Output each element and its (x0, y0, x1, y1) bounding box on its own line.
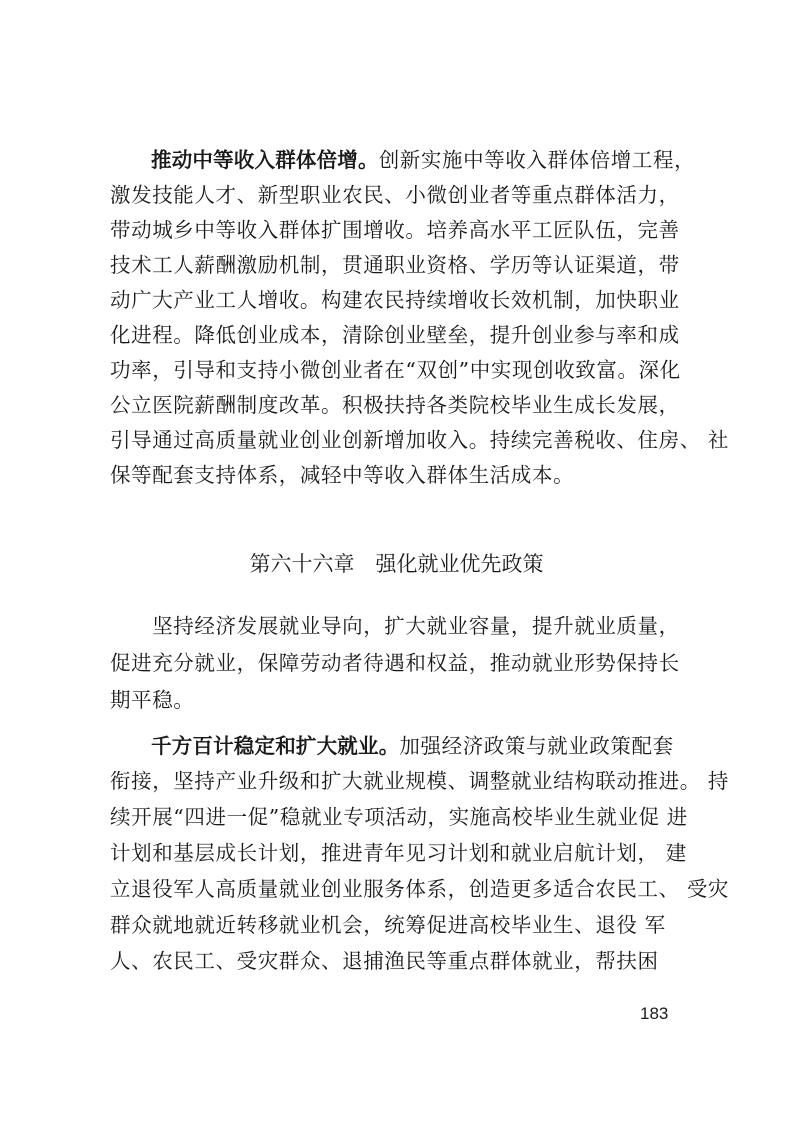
paragraph-3-line-1 (110, 733, 690, 759)
paragraph-1-line: 引导通过高质量就业创业创新增加收入。持续完善税收、住房、 社 (110, 428, 730, 452)
paragraph-3-first-line: 加强经济政策与就业政策配套 (399, 734, 674, 758)
paragraph-3-lead: 千方百计稳定和扩大就业。 (151, 734, 400, 758)
paragraph-1-line-1 (110, 147, 696, 173)
paragraph-3-line: 计划和基层成长计划，推进青年见习计划和就业启航计划， 建 (110, 841, 687, 865)
paragraph-1-first-line: 创新实施中等收入群体倍增工程， (378, 148, 696, 172)
paragraph-1-line: 化进程。降低创业成本，清除创业壁垒，提升创业参与率和成 (110, 323, 680, 347)
page-number: 183 (640, 1004, 669, 1023)
paragraph-2-line: 促进充分就业，保障劳动者待遇和权益，推动就业形势保持长 (110, 651, 680, 675)
paragraph-1-line: 公立医院薪酬制度改革。积极扶持各类院校毕业生成长发展， (110, 393, 680, 417)
paragraph-2-line: 期平稳。 (110, 688, 195, 712)
paragraph-3-line: 立退役军人高质量就业创业服务体系，创造更多适合农民工、 受灾 (110, 877, 730, 901)
paragraph-1-line: 保等配套支持体系，减轻中等收入群体生活成本。 (110, 463, 575, 487)
paragraph-1-line: 带动城乡中等收入群体扩围增收。培养高水平工匠队伍，完善 (110, 218, 680, 242)
paragraph-3-line: 衔接，坚持产业升级和扩大就业规模、调整就业结构联动推进。 持 (110, 769, 730, 793)
paragraph-3-line: 群众就地就近转移就业机会，统筹促进高校毕业生、退役 军 (110, 913, 666, 937)
paragraph-3-line: 人、农民工、受灾群众、退捕渔民等重点群体就业，帮扶困 (110, 949, 659, 973)
chapter-heading: 第六十六章 强化就业优先政策 (249, 552, 544, 576)
paragraph-3-line: 续开展“四进一促”稳就业专项活动，实施高校毕业生就业促 进 (110, 805, 688, 829)
paragraph-1-line: 动广大产业工人增收。构建农民持续增收长效机制，加快职业 (110, 288, 680, 312)
paragraph-1-line: 功率，引导和支持小微创业者在“双创”中实现创收致富。深化 (110, 358, 681, 382)
paragraph-1-line: 激发技能人才、新型职业农民、小微创业者等重点群体活力， (110, 183, 680, 207)
paragraph-1-lead: 推动中等收入群体倍增。 (151, 148, 379, 172)
paragraph-2-line: 坚持经济发展就业导向，扩大就业容量，提升就业质量， (110, 614, 680, 638)
paragraph-1-line: 技术工人薪酬激励机制，贯通职业资格、学历等认证渠道，带 (110, 253, 680, 277)
